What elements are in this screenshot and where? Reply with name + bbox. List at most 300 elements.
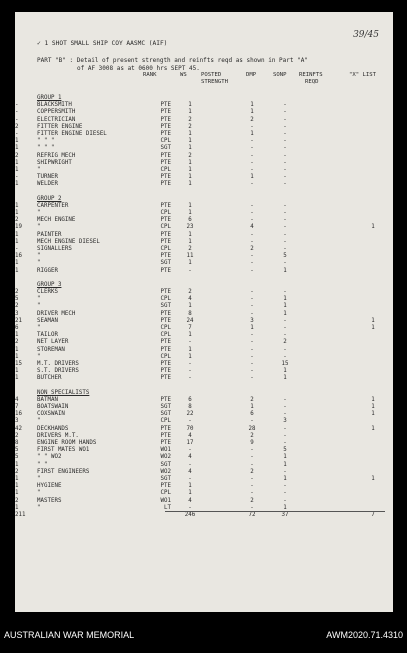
cell-sonp: - xyxy=(283,317,287,324)
cell-ws: 1 xyxy=(188,102,192,109)
cell-ws: - xyxy=(188,418,192,425)
cell-trade: MECH ENGINE xyxy=(37,217,76,224)
cell-dmp: - xyxy=(250,145,254,152)
cell-posted: 1 xyxy=(15,368,19,375)
table-row xyxy=(15,447,393,454)
table-row xyxy=(15,224,393,231)
cell-rank: CPL xyxy=(160,353,171,360)
column-header-posted-line-2: STRENGTH xyxy=(201,79,228,85)
cell-x: 1 xyxy=(371,404,375,411)
part-description xyxy=(37,57,308,73)
cell-ws: 17 xyxy=(186,440,194,446)
cell-ws: 22 xyxy=(186,411,194,418)
page-reference-number: 39/45 xyxy=(353,30,379,40)
cell-rank: SGT xyxy=(160,411,171,418)
cell-rank: CPL xyxy=(160,138,171,145)
cell-posted: - xyxy=(15,109,19,116)
cell-posted: - xyxy=(15,130,19,137)
table-row xyxy=(15,361,393,368)
cell-dmp: - xyxy=(250,267,254,274)
cell-ws: 1 xyxy=(188,490,192,497)
cell-posted: 1 xyxy=(15,145,19,152)
cell-posted: 1 xyxy=(15,166,19,173)
table-row xyxy=(15,332,393,339)
cell-sonp: 1 xyxy=(283,375,287,382)
cell-trade: ENGINE ROOM HANDS xyxy=(37,440,97,446)
spacer-row xyxy=(15,383,393,390)
cell-ws: 1 xyxy=(188,130,192,137)
cell-sonp: 2 xyxy=(283,339,287,346)
cell-sonp: - xyxy=(283,102,287,109)
cell-sonp: 1 xyxy=(283,310,287,317)
cell-ws: - xyxy=(188,339,192,346)
cell-trade: BOATSWAIN xyxy=(37,404,69,411)
cell-rank: PTE xyxy=(160,289,171,296)
cell-dmp: 2 xyxy=(250,497,254,504)
cell-ws: 1 xyxy=(188,353,192,360)
cell-posted: 16 xyxy=(15,411,22,418)
table-row xyxy=(15,440,393,447)
cell-sonp: - xyxy=(283,116,287,123)
table-row xyxy=(15,203,393,210)
column-header-sonp: SONP xyxy=(273,72,287,78)
table-row xyxy=(15,339,393,346)
cell-ws: 11 xyxy=(186,253,194,260)
cell-rank: PTE xyxy=(160,238,171,245)
column-header-posted-line-1: POSTED xyxy=(201,72,222,78)
table-row xyxy=(15,368,393,375)
cell-sonp: - xyxy=(283,332,287,339)
table-row xyxy=(15,210,393,217)
cell-sonp: - xyxy=(283,346,287,353)
cell-trade: " xyxy=(37,224,41,231)
cell-sonp: - xyxy=(283,231,287,238)
cell-ws: 4 xyxy=(188,454,192,461)
cell-rank: WO2 xyxy=(160,468,171,475)
cell-sonp: 1 xyxy=(283,475,287,482)
cell-posted: 1 xyxy=(15,138,19,145)
part-text-line-2: of AF 3008 as at 0600 hrs SEPT 45. xyxy=(77,65,200,72)
cell-posted: 2 xyxy=(15,468,19,475)
cell-rank: PTE xyxy=(160,123,171,130)
cell-ws: 23 xyxy=(186,224,194,231)
cell-posted: 8 xyxy=(15,440,19,446)
table-row xyxy=(15,469,393,476)
cell-trade: TURNER xyxy=(37,174,58,181)
cell-dmp: - xyxy=(250,217,254,224)
cell-rank: PTE xyxy=(160,253,171,260)
cell-rank: CPL xyxy=(160,325,171,331)
cell-rank: WO1 xyxy=(160,447,171,454)
cell-ws: - xyxy=(188,360,192,367)
cell-dmp: - xyxy=(250,475,254,482)
cell-posted: 5 xyxy=(15,296,19,303)
cell-posted: 211 xyxy=(15,511,26,518)
cell-posted: 1 xyxy=(15,375,19,382)
cell-trade: DRIVER MECH xyxy=(37,310,76,317)
cell-posted: 1 xyxy=(15,346,19,353)
cell-trade: ELECTRICIAN xyxy=(37,116,76,123)
cell-trade: GROUP 3 xyxy=(37,281,62,288)
cell-posted: 1 xyxy=(15,267,19,274)
cell-ws: 1 xyxy=(188,332,192,339)
cell-trade: CARPENTER xyxy=(37,202,69,209)
cell-trade: NET LAYER xyxy=(37,339,69,346)
cell-ws: 1 xyxy=(188,238,192,245)
cell-sonp: - xyxy=(283,123,287,130)
column-header-dmp: DMP xyxy=(246,72,257,78)
cell-ws: 7 xyxy=(188,325,192,331)
cell-dmp: - xyxy=(250,231,254,238)
cell-trade: S.T. DRIVERS xyxy=(37,368,79,375)
cell-dmp: 28 xyxy=(248,425,256,432)
cell-sonp: - xyxy=(283,109,287,116)
group-heading-row xyxy=(15,196,393,203)
cell-dmp: - xyxy=(250,238,254,245)
cell-trade: CLERKS xyxy=(37,289,58,296)
cell-dmp: - xyxy=(250,368,254,375)
group-heading-row xyxy=(15,95,393,102)
cell-sonp: 3 xyxy=(283,418,287,425)
cell-rank: PTE xyxy=(160,396,171,403)
cell-dmp: - xyxy=(250,332,254,339)
table-row xyxy=(15,490,393,497)
cell-trade: COXSWAIN xyxy=(37,411,65,418)
cell-trade: " " " xyxy=(37,138,55,145)
cell-dmp: - xyxy=(250,461,254,468)
cell-trade: WELDER xyxy=(37,181,58,188)
cell-trade: " xyxy=(37,325,41,331)
cell-rank: CPL xyxy=(160,296,171,303)
cell-trade: " " WO2 xyxy=(37,454,62,461)
cell-trade: RIGGER xyxy=(37,267,58,274)
cell-dmp: - xyxy=(250,253,254,260)
cell-rank: PTE xyxy=(160,159,171,166)
cell-ws: 2 xyxy=(188,152,192,159)
cell-x: 1 xyxy=(371,411,375,418)
cell-x: 1 xyxy=(371,317,375,324)
cell-rank: SGT xyxy=(160,145,171,152)
cell-rank: LT xyxy=(164,504,171,511)
cell-dmp: - xyxy=(250,360,254,367)
table-row xyxy=(15,153,393,160)
cell-posted: 2 xyxy=(15,339,19,346)
table-row xyxy=(15,124,393,131)
cell-rank: PTE xyxy=(160,440,171,446)
cell-ws: 70 xyxy=(186,425,194,432)
cell-dmp: - xyxy=(250,210,254,216)
table-row xyxy=(15,296,393,303)
cell-posted: 1 xyxy=(15,353,19,360)
cell-ws: 4 xyxy=(188,296,192,303)
cell-sonp: - xyxy=(283,145,287,152)
cell-ws: 4 xyxy=(188,468,192,475)
cell-posted: 2 xyxy=(15,289,19,296)
cell-trade: " xyxy=(37,253,41,260)
cell-ws: 1 xyxy=(188,260,192,267)
cell-ws: 1 xyxy=(188,109,192,116)
cell-trade: SEAMAN xyxy=(37,317,58,324)
column-header-posted xyxy=(201,72,228,86)
column-header-ws: WS xyxy=(180,72,187,78)
cell-trade: " xyxy=(37,296,41,303)
cell-sonp: - xyxy=(283,325,287,331)
cell-posted: - xyxy=(15,174,19,181)
table-row xyxy=(15,404,393,411)
cell-posted: 7 xyxy=(15,404,19,411)
cell-dmp: - xyxy=(250,260,254,267)
table-row xyxy=(15,160,393,167)
table-row xyxy=(15,426,393,433)
cell-ws: 24 xyxy=(186,317,194,324)
cell-ws: 2 xyxy=(188,123,192,130)
cell-rank: SGT xyxy=(160,475,171,482)
cell-dmp: - xyxy=(250,339,254,346)
cell-posted: 1 xyxy=(15,475,19,482)
cell-posted: 3 xyxy=(15,310,19,317)
cell-trade: REFRIG MECH xyxy=(37,152,76,159)
cell-ws: 6 xyxy=(188,396,192,403)
table-row xyxy=(15,311,393,318)
cell-posted: 1 xyxy=(15,461,19,468)
cell-ws: 4 xyxy=(188,497,192,504)
cell-dmp: - xyxy=(250,504,254,511)
archive-reference: AWM2020.71.4310 xyxy=(326,630,403,640)
cell-posted: 1 xyxy=(15,483,19,490)
table-row xyxy=(15,411,393,418)
cell-dmp: - xyxy=(250,353,254,360)
table-row xyxy=(15,433,393,440)
cell-ws: 1 xyxy=(188,202,192,209)
cell-ws: 1 xyxy=(188,166,192,173)
cell-sonp: - xyxy=(283,289,287,296)
cell-ws: 2 xyxy=(188,116,192,123)
cell-posted: 6 xyxy=(15,325,19,331)
cell-ws: 6 xyxy=(188,217,192,224)
document-page xyxy=(15,12,393,612)
cell-dmp: - xyxy=(250,138,254,145)
cell-posted: 1 xyxy=(15,231,19,238)
table-row xyxy=(15,498,393,505)
cell-rank: SGT xyxy=(160,260,171,267)
cell-ws: - xyxy=(188,267,192,274)
cell-posted: 1 xyxy=(15,490,19,497)
cell-ws: 1 xyxy=(188,231,192,238)
table-row xyxy=(15,217,393,224)
cell-rank: CPL xyxy=(160,210,171,216)
cell-posted: 16 xyxy=(15,253,22,260)
table-row xyxy=(15,325,393,332)
cell-sonp: - xyxy=(283,260,287,267)
cell-ws: - xyxy=(188,375,192,382)
cell-dmp: - xyxy=(250,375,254,382)
cell-ws: 246 xyxy=(184,511,196,518)
cell-x: 1 xyxy=(371,425,375,432)
cell-ws: - xyxy=(188,461,192,468)
cell-rank: PTE xyxy=(160,181,171,188)
cell-rank: SGT xyxy=(160,461,171,468)
table-row xyxy=(15,109,393,116)
cell-sonp: - xyxy=(283,245,287,252)
cell-rank: PTE xyxy=(160,130,171,137)
table-row xyxy=(15,131,393,138)
cell-dmp: 2 xyxy=(250,468,254,475)
cell-rank: PTE xyxy=(160,368,171,375)
cell-sonp: - xyxy=(283,425,287,432)
cell-sonp: - xyxy=(283,411,287,418)
cell-rank: SGT xyxy=(160,404,171,411)
table-row xyxy=(15,232,393,239)
cell-dmp: 2 xyxy=(250,432,254,439)
cell-rank: WO2 xyxy=(160,454,171,461)
cell-x: 7 xyxy=(371,511,375,518)
cell-rank: PTE xyxy=(160,432,171,439)
table-row xyxy=(15,462,393,469)
cell-rank: CPL xyxy=(160,418,171,425)
cell-ws: 8 xyxy=(188,404,192,411)
cell-posted: 3 xyxy=(15,418,19,425)
column-header-reinfts xyxy=(299,72,323,86)
cell-x: 1 xyxy=(371,224,375,231)
cell-sonp: - xyxy=(283,130,287,137)
cell-sonp: - xyxy=(283,202,287,209)
cell-sonp: 1 xyxy=(283,368,287,375)
part-text-line-1: Detail of present strength and reinfts reqd as shown in Part "A" xyxy=(76,57,308,64)
cell-ws: 1 xyxy=(188,138,192,145)
cell-ws: 1 xyxy=(188,174,192,181)
cell-sonp: 5 xyxy=(283,447,287,454)
cell-trade: " xyxy=(37,303,41,310)
table-row xyxy=(15,483,393,490)
cell-rank: CPL xyxy=(160,224,171,231)
cell-ws: 1 xyxy=(188,346,192,353)
document-heading xyxy=(37,40,167,47)
cell-sonp: - xyxy=(283,174,287,181)
cell-trade: SIGNALLERS xyxy=(37,245,72,252)
cell-dmp: - xyxy=(250,289,254,296)
totals-rule xyxy=(165,511,385,512)
cell-posted: 2 xyxy=(15,303,19,310)
cell-trade: " xyxy=(37,490,41,497)
cell-dmp: 1 xyxy=(250,109,254,116)
cell-dmp: - xyxy=(250,303,254,310)
cell-dmp: - xyxy=(250,123,254,130)
cell-rank: PTE xyxy=(160,217,171,224)
cell-posted: 4 xyxy=(15,396,19,403)
cell-trade: BUTCHER xyxy=(37,375,62,382)
table-row xyxy=(15,117,393,124)
cell-sonp: 1 xyxy=(283,454,287,461)
cell-dmp: - xyxy=(250,346,254,353)
cell-sonp: - xyxy=(283,138,287,145)
cell-posted: 1 xyxy=(15,210,19,216)
cell-ws: 1 xyxy=(188,181,192,188)
cell-dmp: 1 xyxy=(250,404,254,411)
cell-rank: PTE xyxy=(160,152,171,159)
cell-trade: " xyxy=(37,166,41,173)
cell-sonp: 15 xyxy=(281,360,289,367)
cell-trade: FITTER ENGINE DIESEL xyxy=(37,130,107,137)
cell-trade: BLACKSMITH xyxy=(37,102,72,109)
column-header-rank: RANK xyxy=(143,72,157,78)
cell-posted: 5 xyxy=(15,454,19,461)
cell-posted: 1 xyxy=(15,260,19,267)
cell-sonp: 1 xyxy=(283,303,287,310)
cell-rank: PTE xyxy=(160,116,171,123)
table-row xyxy=(15,303,393,310)
cell-rank: PTE xyxy=(160,375,171,382)
table-row xyxy=(15,246,393,253)
cell-rank: PTE xyxy=(160,109,171,116)
cell-sonp: - xyxy=(283,432,287,439)
cell-dmp: 1 xyxy=(250,130,254,137)
cell-ws: 1 xyxy=(188,159,192,166)
cell-rank: PTE xyxy=(160,317,171,324)
table-row xyxy=(15,289,393,296)
cell-dmp: - xyxy=(250,483,254,490)
cell-dmp: - xyxy=(250,454,254,461)
cell-dmp: 6 xyxy=(250,411,254,418)
cell-ws: 1 xyxy=(188,303,192,310)
cell-dmp: 72 xyxy=(248,511,256,518)
table-row xyxy=(15,318,393,325)
cell-trade: M.T. DRIVERS xyxy=(37,360,79,367)
cell-trade: " xyxy=(37,418,41,425)
cell-sonp: - xyxy=(283,210,287,216)
cell-ws: 4 xyxy=(188,432,192,439)
cell-posted: 2 xyxy=(15,497,19,504)
cell-posted: 42 xyxy=(15,425,22,432)
heading-text: 1 SHOT SMALL SHIP COY AASMC (AIF) xyxy=(44,40,168,47)
cell-trade: " " xyxy=(37,461,48,468)
cell-posted: 1 xyxy=(15,332,19,339)
table-row xyxy=(15,476,393,483)
cell-posted: - xyxy=(15,245,19,252)
cell-trade: " xyxy=(37,475,41,482)
cell-dmp: - xyxy=(250,166,254,173)
archive-credit: AUSTRALIAN WAR MEMORIAL xyxy=(4,630,135,640)
part-label: PART "B" : xyxy=(37,57,74,64)
cell-sonp: - xyxy=(283,497,287,504)
table-row xyxy=(15,347,393,354)
cell-sonp: 1 xyxy=(283,504,287,511)
table-row xyxy=(15,181,393,188)
cell-rank: PTE xyxy=(160,425,171,432)
cell-trade: NON SPECIALISTS xyxy=(37,389,90,396)
cell-x: 1 xyxy=(371,396,375,403)
cell-sonp: - xyxy=(283,217,287,224)
cell-posted: 2 xyxy=(15,432,19,439)
table-row xyxy=(15,138,393,145)
table-row xyxy=(15,253,393,260)
cell-dmp: 2 xyxy=(250,396,254,403)
table-row xyxy=(15,239,393,246)
table-row xyxy=(15,167,393,174)
spacer-row xyxy=(15,188,393,195)
cell-posted: 15 xyxy=(15,360,22,367)
cell-trade: " xyxy=(37,504,41,511)
cell-trade: BATMAN xyxy=(37,396,58,403)
cell-trade: FIRST ENGINEERS xyxy=(37,468,90,475)
cell-sonp: - xyxy=(283,440,287,446)
cell-posted: 2 xyxy=(15,217,19,224)
table-row xyxy=(15,418,393,425)
cell-rank: CPL xyxy=(160,332,171,339)
cell-posted: 19 xyxy=(15,224,22,231)
cell-trade: " xyxy=(37,260,41,267)
cell-rank: CPL xyxy=(160,245,171,252)
cell-rank: PTE xyxy=(160,231,171,238)
